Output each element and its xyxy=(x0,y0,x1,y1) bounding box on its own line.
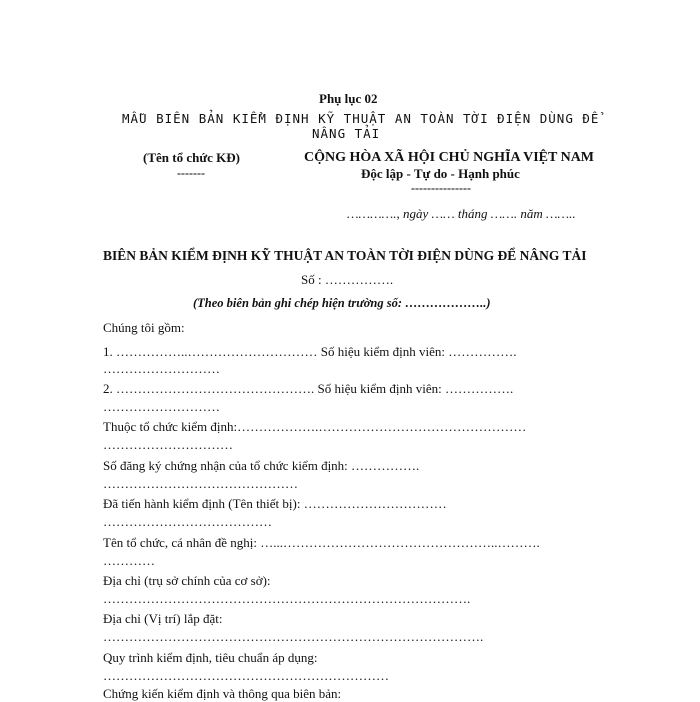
install-location-line: Địa chỉ (Vị trí) lắp đặt: xyxy=(103,611,223,626)
address-line: Địa chỉ (trụ sở chính của cơ sở): xyxy=(103,573,271,588)
procedure-continuation: ………………………………………………………… xyxy=(103,668,389,683)
document-title: BIÊN BẢN KIỂM ĐỊNH KỸ THUẬT AN TOÀN TỜI ĐIỆN DÙNG ĐỂ NÂNG TẢI xyxy=(103,248,587,263)
record-reference: (Theo biên bản ghi chép hiện trường số: ………………..) xyxy=(193,296,491,310)
registration-number-line: Số đăng ký chứng nhận của tổ chức kiểm định: ……………. xyxy=(103,458,420,473)
install-location-continuation: ……………………………………………………………………………. xyxy=(103,629,484,644)
inspector-1-line: 1. ……………..………………………… Số hiệu kiểm định viên: ……………. xyxy=(103,344,517,359)
organization-continuation: ………………………… xyxy=(103,437,233,452)
inspector-2-continuation: ……………………… xyxy=(103,399,220,414)
form-title-line2: NÂNG TẢI xyxy=(312,126,381,141)
motto: Độc lập - Tự do - Hạnh phúc xyxy=(361,166,520,181)
address-continuation: …………………………………………………………………………. xyxy=(103,591,471,606)
form-title-line1: MẪU BIÊN BẢN KIỂM ĐỊNH KỸ THUẬT AN TOÀN TỜI ĐIỆN DÙNG ĐỂ xyxy=(122,111,600,126)
number-line: Số : ……………. xyxy=(301,272,394,287)
org-divider: ------- xyxy=(177,166,205,180)
requester-continuation: ………… xyxy=(103,553,155,568)
we-are-label: Chúng tôi gồm: xyxy=(103,320,185,335)
witness-line: Chứng kiến kiểm định và thông qua biên bản: xyxy=(103,686,342,701)
organization-line: Thuộc tổ chức kiểm định:……………….………………………………………… xyxy=(103,419,527,434)
appendix-label: Phụ lục 02 xyxy=(319,91,378,106)
national-title: CỘNG HÒA XÃ HỘI CHỦ NGHĨA VIỆT NAM xyxy=(304,150,595,165)
registration-number-continuation: ……………………………………… xyxy=(103,476,298,491)
device-continuation: ………………………………… xyxy=(103,514,272,529)
inspector-1-continuation: ……………………… xyxy=(103,361,220,376)
device-line: Đã tiến hành kiểm định (Tên thiết bị): …………………………… xyxy=(103,496,447,511)
inspector-2-line: 2. ………………………………………. Số hiệu kiểm định viên: ……………. xyxy=(103,381,514,396)
org-name: (Tên tổ chức KĐ) xyxy=(143,150,240,165)
date-line: …………., ngày …… tháng ……. năm …….. xyxy=(347,206,576,221)
motto-divider: --------------- xyxy=(411,181,471,195)
procedure-line: Quy trình kiểm định, tiêu chuẩn áp dụng: xyxy=(103,650,318,665)
requester-line: Tên tổ chức, cá nhân đề nghị: …...…………………………………………..………. xyxy=(103,535,540,550)
